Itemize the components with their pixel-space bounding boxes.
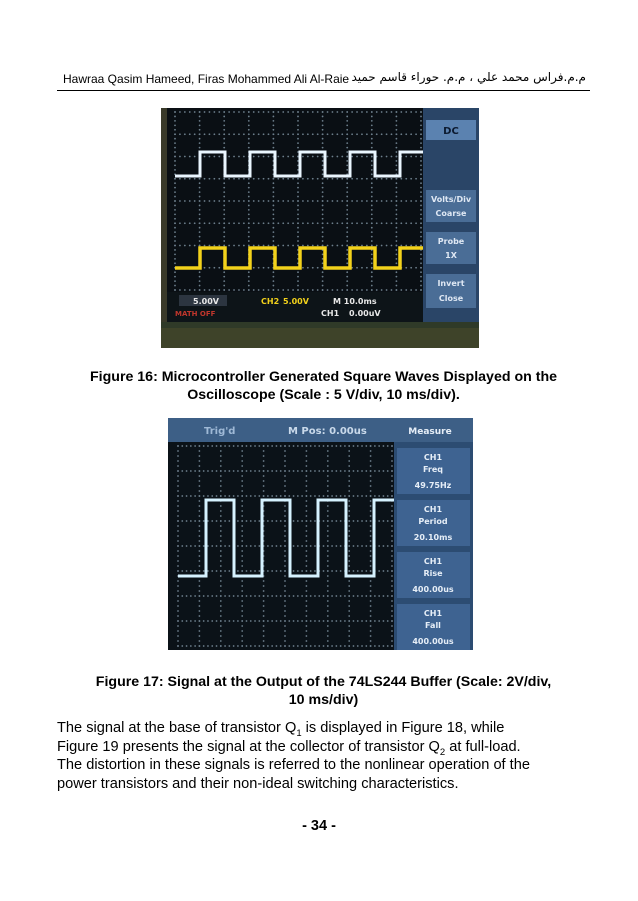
figure-16-oscilloscope-photo [161, 108, 479, 348]
figure-17-caption-line-1: Figure 17: Signal at the Output of the 74LS244 Buffer (Scale: 2V/div, [95, 674, 552, 690]
figure-17-caption-line-2: 10 ms/div) [288, 692, 359, 708]
ch1-scale-readout: 5.00V [193, 297, 219, 306]
body-line-2 [57, 738, 590, 757]
q1-subscript: 1 [296, 727, 302, 739]
header-authors-arabic: م.م.فراس محمد علي ، م.م. حوراء قاسم حميد [351, 70, 586, 84]
header-authors-english: Hawraa Qasim Hameed, Firas Mohammed Ali Al-Raie [63, 72, 350, 86]
figure-17-caption [57, 673, 590, 709]
running-header [57, 66, 590, 91]
measure-fall-label: Fall [425, 621, 441, 630]
math-status: MATH OFF [175, 310, 216, 318]
menu-coupling-label: DC [443, 126, 459, 137]
measure-period-channel: CH1 [423, 505, 443, 514]
page-number: - 34 - [302, 818, 336, 834]
body-line-1-text-a: The signal at the base of transistor Q [57, 720, 297, 736]
trigger-channel-readout: CH1 [321, 309, 340, 318]
figure-16-svg [161, 108, 479, 348]
menu-invert-label: Invert [437, 279, 465, 288]
menu-probe-value: 1X [445, 251, 457, 260]
measure-freq-value: 49.75Hz [414, 481, 452, 490]
menu-volts-div-label: Volts/Div [430, 195, 472, 204]
ch2-scale-readout: 5.00V [283, 297, 309, 306]
measure-period-value: 20.10ms [413, 533, 453, 542]
body-line-1 [57, 719, 590, 738]
body-line-2-text-a: Figure 19 presents the signal at the collector of transistor Q [57, 738, 440, 755]
figure-17-oscilloscope-photo [168, 418, 473, 650]
trigger-status: Trig'd [204, 426, 236, 437]
timebase-readout: M 10.0ms [333, 297, 377, 306]
horizontal-position-readout: M Pos: 0.00us [288, 426, 367, 437]
ch2-label: CH2 [261, 297, 280, 306]
measure-menu-title: Measure [408, 427, 452, 437]
figure-17-svg [168, 418, 473, 650]
body-line-2-text-b: at full-load. [445, 738, 521, 755]
menu-probe-label: Probe [437, 237, 465, 246]
measure-fall-value: 400.00us [412, 637, 454, 646]
q2-subscript: 2 [439, 746, 446, 758]
measure-fall-channel: CH1 [423, 609, 443, 618]
body-line-3: The distortion in these signals is referred to the nonlinear operation of the [57, 757, 530, 773]
figure-16-caption [57, 368, 590, 404]
menu-coarse-label: Coarse [435, 209, 467, 218]
measure-rise-channel: CH1 [423, 557, 443, 566]
body-paragraph [57, 719, 590, 793]
figure-16-caption-line-2: Oscilloscope (Scale : 5 V/div, 10 ms/div). [187, 387, 460, 403]
figure-16-caption-line-1: Figure 16: Microcontroller Generated Square Waves Displayed on the [90, 369, 557, 385]
trigger-level-readout: 0.00uV [349, 309, 381, 318]
measure-rise-value: 400.00us [412, 585, 454, 594]
measure-freq-channel: CH1 [423, 453, 443, 462]
body-line-1-text-b: is displayed in Figure 18, while [301, 720, 505, 736]
measure-period-label: Period [418, 517, 448, 526]
measure-freq-label: Freq [422, 465, 444, 474]
body-line-4: power transistors and their non-ideal switching characteristics. [57, 775, 459, 792]
menu-invert-value: Close [438, 294, 464, 303]
measure-rise-label: Rise [423, 569, 443, 578]
